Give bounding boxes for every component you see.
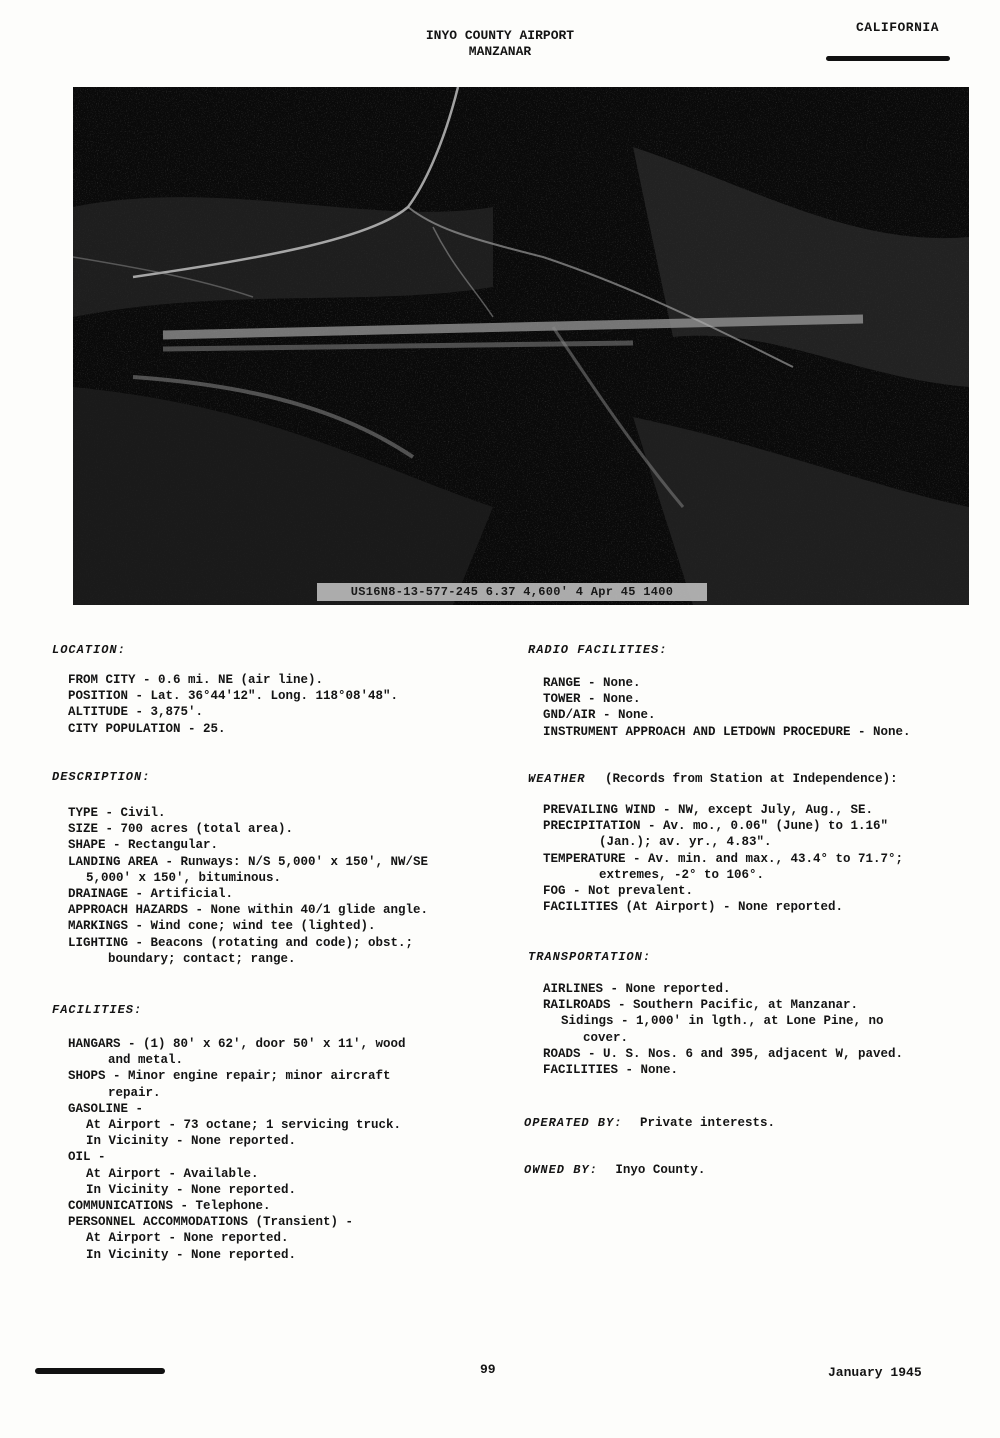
page-number: 99	[480, 1362, 496, 1377]
facilities-line: At Airport - Available.	[86, 1166, 259, 1181]
facilities-section	[68, 1036, 406, 1263]
facilities-line: In Vicinity - None reported.	[86, 1182, 297, 1197]
document-title	[380, 28, 620, 60]
state-label: CALIFORNIA	[856, 20, 940, 35]
weather-line: TEMPERATURE - Av. min. and max., 43.4° to 71.7°;	[543, 851, 904, 866]
location-line: CITY POPULATION - 25.	[68, 721, 226, 736]
description-line: DRAINAGE - Artificial.	[68, 887, 234, 902]
operated-by-value: Private interests.	[640, 1116, 776, 1130]
location-line: ALTITUDE - 3,875'.	[68, 705, 204, 720]
facilities-line: In Vicinity - None reported.	[86, 1247, 297, 1262]
radio-line: TOWER - None.	[543, 692, 641, 707]
facilities-line: repair.	[108, 1085, 161, 1100]
facilities-line: HANGARS - (1) 80' x 62', door 50' x 11', wood	[68, 1037, 406, 1051]
description-line: TYPE - Civil.	[68, 806, 166, 820]
description-line: 5,000' x 150', bituminous.	[86, 870, 282, 885]
facilities-line: and metal.	[108, 1053, 184, 1068]
weather-line: FOG - Not prevalent.	[543, 884, 694, 899]
facilities-line: PERSONNEL ACCOMMODATIONS (Transient) -	[68, 1215, 354, 1230]
location-line: FROM CITY - 0.6 mi. NE (air line).	[68, 673, 324, 687]
location-title: LOCATION:	[52, 643, 126, 657]
owned-by	[524, 1160, 705, 1178]
facilities-line: COMMUNICATIONS - Telephone.	[68, 1199, 271, 1214]
facilities-line: OIL -	[68, 1150, 106, 1165]
description-line: SHAPE - Rectangular.	[68, 838, 219, 853]
description-line: SIZE - 700 acres (total area).	[68, 822, 294, 837]
transportation-line: FACILITIES - None.	[543, 1063, 679, 1078]
weather-line: FACILITIES (At Airport) - None reported.	[543, 900, 844, 915]
transportation-line: ROADS - U. S. Nos. 6 and 395, adjacent W, paved.	[543, 1046, 904, 1061]
facilities-title: FACILITIES:	[52, 1003, 143, 1017]
description-line: LIGHTING - Beacons (rotating and code); obst.;	[68, 935, 414, 950]
facilities-line: At Airport - 73 octane; 1 servicing truck.	[86, 1118, 402, 1133]
aerial-photo	[73, 87, 969, 605]
weather-line: PRECIPITATION - Av. mo., 0.06" (June) to 1.16"	[543, 819, 889, 834]
radio-line: GND/AIR - None.	[543, 708, 656, 723]
description-line: MARKINGS - Wind cone; wind tee (lighted).	[68, 919, 376, 934]
redaction-bar-bottom	[35, 1368, 165, 1374]
transportation-section	[543, 981, 903, 1078]
weather-section	[543, 802, 903, 915]
facilities-line: At Airport - None reported.	[86, 1231, 289, 1246]
weather-subtitle: (Records from Station at Independence):	[605, 772, 898, 786]
description-line: boundary; contact; range.	[108, 951, 296, 966]
transportation-line: AIRLINES - None reported.	[543, 982, 731, 996]
operated-by-label: OPERATED BY:	[524, 1116, 623, 1130]
weather-line: PREVAILING WIND - NW, except July, Aug., SE.	[543, 803, 874, 817]
owned-by-value: Inyo County.	[615, 1163, 706, 1177]
radio-line: RANGE - None.	[543, 676, 641, 690]
transportation-title: TRANSPORTATION:	[528, 950, 652, 964]
description-line: LANDING AREA - Runways: N/S 5,000' x 150', NW/SE	[68, 854, 429, 869]
facilities-line: In Vicinity - None reported.	[86, 1134, 297, 1149]
radio-section	[543, 675, 911, 740]
radio-title: RADIO FACILITIES:	[528, 643, 668, 657]
description-title: DESCRIPTION:	[52, 770, 151, 784]
description-line: APPROACH HAZARDS - None within 40/1 glide angle.	[68, 903, 429, 918]
weather-line: (Jan.); av. yr., 4.83".	[599, 835, 772, 850]
facilities-line: SHOPS - Minor engine repair; minor aircraft	[68, 1069, 391, 1084]
redaction-bar-top	[826, 56, 950, 61]
facilities-line: GASOLINE -	[68, 1101, 144, 1116]
location-section	[68, 672, 398, 737]
document-date: January 1945	[828, 1365, 922, 1380]
transportation-line: Sidings - 1,000' in lgth., at Lone Pine, no	[561, 1014, 884, 1029]
transportation-line: cover.	[583, 1030, 629, 1045]
weather-title: WEATHER	[528, 772, 586, 786]
location-line: POSITION - Lat. 36°44'12". Long. 118°08'48".	[68, 689, 399, 704]
weather-heading	[528, 769, 898, 787]
photo-caption: US16N8-13-577-245 6.37 4,600' 4 Apr 45 1400	[317, 583, 707, 601]
aerial-photo-graphic	[73, 87, 969, 605]
operated-by	[524, 1113, 775, 1131]
transportation-line: RAILROADS - Southern Pacific, at Manzanar.	[543, 998, 859, 1013]
radio-line: INSTRUMENT APPROACH AND LETDOWN PROCEDURE - None.	[543, 724, 911, 739]
title-line-2: MANZANAR	[468, 44, 532, 59]
description-section	[68, 805, 428, 967]
title-line-1: INYO COUNTY AIRPORT	[425, 28, 575, 43]
owned-by-label: OWNED BY:	[524, 1163, 598, 1177]
weather-line: extremes, -2° to 106°.	[599, 867, 765, 882]
